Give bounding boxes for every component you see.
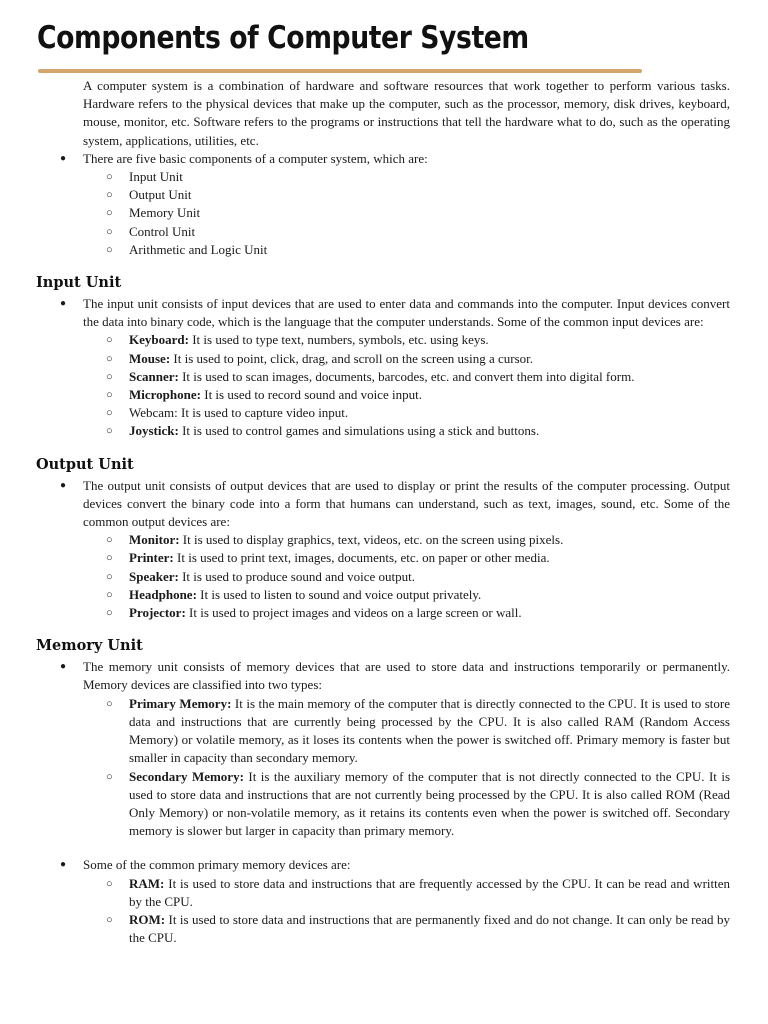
item-desc: It is used to display graphics, text, videos, etc. on the screen using pixels. [179,532,564,548]
section-heading-output: Output Unit [36,455,134,473]
list-item [36,386,730,404]
item-term: Speaker: [129,568,179,584]
item-desc: It is used to point, click, drag, and scroll on the screen using a cursor. [170,350,534,366]
item-desc: It is used to store data and instructions that are permanently fixed and do not change. It can only be read by the CPU. [129,911,730,946]
item-term: Secondary Memory: [129,768,244,784]
list-item [36,331,730,349]
list-item [36,422,730,440]
list-item: ○ Memory Unit [36,204,730,222]
item-desc: It is used to store data and instructions that are frequently accessed by the CPU. It can be read and written by the CPU. [129,875,730,909]
list-item [36,875,730,911]
section-heading-memory: Memory Unit [36,637,143,655]
list-item [36,604,730,622]
item-desc: It is used to scan images, documents, barcodes, etc. and convert them into digital form. [178,368,635,384]
item-term: Microphone: [129,387,201,403]
list-item: ○ Arithmetic and Logic Unit [36,241,730,259]
list-item [36,368,730,386]
item-desc: It is used to listen to sound and voice output privately. [196,586,482,602]
list-item [36,911,730,947]
list-item [36,404,730,422]
list-item [36,531,730,549]
primary-devices-lead: ● Some of the common primary memory devices are: [36,856,730,874]
item-desc: It is used to produce sound and voice output. [178,568,415,584]
item-desc: It is the auxiliary memory of the computer that is not directly connected to the CPU. It is used to store data and instructions that are not currently being processed by the CPU. It is also called ROM (Read Only Memory) or non-volatile memory, as it retains its contents even when the power is switched off. Secondary memory is slower but larger in capacity than primary memory. [129,768,730,839]
item-desc: Webcam: It is used to capture video input. [129,405,349,421]
output-unit-lead: ● The output unit consists of output devices that are used to display or print the results of the computer processing. Output devices convert the binary code into a form that humans can understand, such as text, images, sound, etc. Some of the common output devices are: [36,477,730,532]
basic-components-lead: ● There are five basic components of a computer system, which are: [36,150,730,168]
section-heading-input: Input Unit [36,274,122,292]
spacer [36,840,730,856]
item-term: Printer: [129,550,174,566]
item-term: Projector: [129,605,186,621]
memory-unit-lead: ● The memory unit consists of memory devices that are used to store data and instructions temporarily or permanently. Memory devices are classified into two types: [36,658,730,694]
page-title: Components of Computer System [37,20,529,56]
list-item [36,350,730,368]
title-underline [38,69,642,73]
list-item: ○ Input Unit [36,168,730,186]
item-desc: It is used to print text, images, documents, etc. on paper or other media. [173,550,550,566]
item-desc: It is used to control games and simulations using a stick and buttons. [178,423,540,439]
intro-paragraph: A computer system is a combination of hardware and software resources that work together to perform various tasks. Hardware refers to the physical devices that make up the computer, such as the processor, memory, disk drives, keyboard, mouse, monitor, etc. Software refers to the programs or instructions that tell the hardware what to do, such as the operating system, applications, utilities, etc. [83,78,730,148]
item-desc: It is used to project images and videos on a large screen or wall. [185,605,522,621]
item-term: Keyboard: [129,332,189,348]
item-term: Scanner: [129,368,179,384]
item-desc: It is used to record sound and voice input. [200,387,422,403]
item-term: Joystick: [129,423,179,439]
list-item: ○ Control Unit [36,223,730,241]
list-item [36,568,730,586]
item-desc: It is used to type text, numbers, symbols, etc. using keys. [188,332,489,348]
list-item [36,695,730,768]
list-item [36,586,730,604]
item-desc: It is the main memory of the computer that is directly connected to the CPU. It is used to store data and instructions that are currently being processed by the CPU. It is also called RAM (Random Access Memory) or volatile memory, as it loses its contents when the power is switched off. Primary memory is faster but smaller in capacity than secondary memory. [129,695,731,766]
item-term: RAM: [129,875,165,891]
item-term: Primary Memory: [129,695,232,711]
list-item: ○ Output Unit [36,186,730,204]
item-term: Headphone: [129,586,197,602]
list-item [36,549,730,567]
document-body [36,77,730,947]
item-term: Mouse: [129,350,171,366]
list-item [36,768,730,841]
item-term: ROM: [129,911,166,927]
item-term: Monitor: [129,532,180,548]
input-unit-lead: ● The input unit consists of input devices that are used to enter data and commands into the computer. Input devices convert the data into binary code, which is the language that the computer understands. Some of the common input devices are: [36,295,730,331]
